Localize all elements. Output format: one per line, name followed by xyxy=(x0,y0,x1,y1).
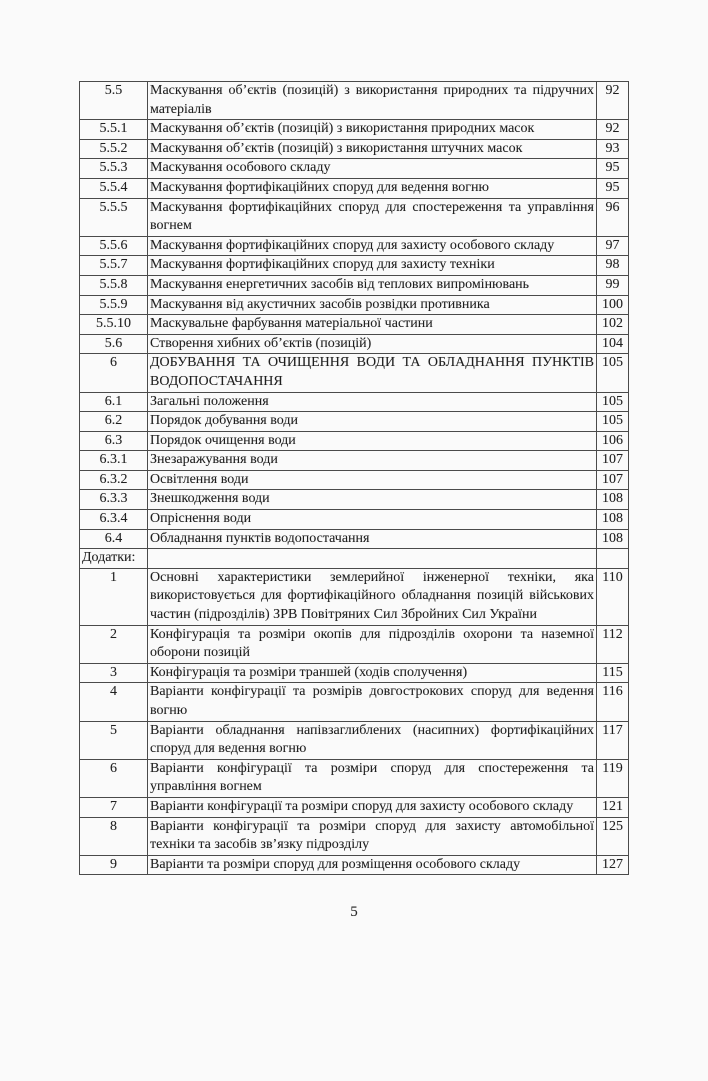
toc-cell-page: 95 xyxy=(597,178,629,198)
toc-cell-num: 3 xyxy=(80,663,148,683)
toc-cell-page xyxy=(597,549,629,569)
table-row xyxy=(80,334,629,354)
toc-cell-title: Маскувальне фарбування матеріальної частини xyxy=(148,315,597,335)
toc-cell-num: 8 xyxy=(80,817,148,855)
table-row xyxy=(80,236,629,256)
toc-cell-title: Освітлення води xyxy=(148,470,597,490)
toc-cell-page: 105 xyxy=(597,392,629,412)
table-row xyxy=(80,451,629,471)
toc-cell-num: 5.5.6 xyxy=(80,236,148,256)
toc-cell-num: 6.3.2 xyxy=(80,470,148,490)
toc-cell-num: 5.5.1 xyxy=(80,120,148,140)
table-row xyxy=(80,568,629,625)
toc-cell-page: 97 xyxy=(597,236,629,256)
toc-cell-page: 117 xyxy=(597,721,629,759)
table-row xyxy=(80,392,629,412)
toc-cell-num: Додатки: xyxy=(80,549,148,569)
table-row xyxy=(80,721,629,759)
toc-cell-title: Маскування фортифікаційних споруд для захисту техніки xyxy=(148,256,597,276)
table-row xyxy=(80,625,629,663)
toc-cell-title: Опріснення води xyxy=(148,510,597,530)
toc-cell-title: Варіанти конфігурації та розміри споруд для захисту особового складу xyxy=(148,797,597,817)
toc-cell-num: 5.5.10 xyxy=(80,315,148,335)
toc-cell-title: Варіанти обладнання напівзаглиблених (насипних) фортифікаційних споруд для ведення вогню xyxy=(148,721,597,759)
toc-table-body xyxy=(80,82,629,875)
toc-cell-num: 5.5.8 xyxy=(80,275,148,295)
table-row xyxy=(80,295,629,315)
toc-cell-title: Основні характеристики землерийної інженерної техніки, яка використовується для фортифікаційного обладнання позицій військових частин (підрозділів) ЗРВ Повітряних Сил Збройних Сил України xyxy=(148,568,597,625)
toc-cell-num: 5.5.2 xyxy=(80,139,148,159)
table-row xyxy=(80,159,629,179)
toc-cell-num: 5.5.3 xyxy=(80,159,148,179)
toc-cell-num: 5.5.5 xyxy=(80,198,148,236)
table-row xyxy=(80,683,629,721)
toc-cell-title: Маскування особового складу xyxy=(148,159,597,179)
table-row xyxy=(80,529,629,549)
toc-cell-num: 6.3.1 xyxy=(80,451,148,471)
table-row xyxy=(80,178,629,198)
toc-cell-num: 1 xyxy=(80,568,148,625)
toc-cell-page: 96 xyxy=(597,198,629,236)
toc-cell-page: 105 xyxy=(597,412,629,432)
toc-cell-page: 92 xyxy=(597,120,629,140)
toc-cell-page: 116 xyxy=(597,683,629,721)
table-row xyxy=(80,120,629,140)
toc-cell-page: 112 xyxy=(597,625,629,663)
toc-cell-title: Знезаражування води xyxy=(148,451,597,471)
table-row xyxy=(80,431,629,451)
table-row xyxy=(80,354,629,392)
toc-cell-num: 6.2 xyxy=(80,412,148,432)
toc-cell-num: 5.5.9 xyxy=(80,295,148,315)
toc-cell-page: 106 xyxy=(597,431,629,451)
toc-cell-title: Маскування фортифікаційних споруд для ведення вогню xyxy=(148,178,597,198)
toc-cell-num: 6.3.3 xyxy=(80,490,148,510)
toc-cell-num: 5.5 xyxy=(80,82,148,120)
toc-cell-title: Варіанти конфігурації та розміри споруд для захисту автомобільної техніки та засобів зв’язку підрозділу xyxy=(148,817,597,855)
toc-cell-page: 115 xyxy=(597,663,629,683)
table-row xyxy=(80,82,629,120)
toc-cell-page: 95 xyxy=(597,159,629,179)
toc-cell-title: Маскування фортифікаційних споруд для захисту особового складу xyxy=(148,236,597,256)
toc-cell-num: 5.5.7 xyxy=(80,256,148,276)
toc-cell-page: 107 xyxy=(597,451,629,471)
toc-cell-num: 6 xyxy=(80,759,148,797)
table-row xyxy=(80,855,629,875)
toc-cell-title xyxy=(148,549,597,569)
toc-cell-title: ДОБУВАННЯ ТА ОЧИЩЕННЯ ВОДИ ТА ОБЛАДНАННЯ ПУНКТІВ ВОДОПОСТАЧАННЯ xyxy=(148,354,597,392)
table-row xyxy=(80,275,629,295)
toc-cell-title: Маскування фортифікаційних споруд для спостереження та управління вогнем xyxy=(148,198,597,236)
toc-cell-num: 2 xyxy=(80,625,148,663)
table-row xyxy=(80,817,629,855)
toc-cell-title: Варіанти та розміри споруд для розміщення особового складу xyxy=(148,855,597,875)
toc-cell-page: 99 xyxy=(597,275,629,295)
toc-cell-page: 121 xyxy=(597,797,629,817)
toc-cell-page: 108 xyxy=(597,529,629,549)
table-row xyxy=(80,759,629,797)
table-row xyxy=(80,256,629,276)
toc-cell-title: Порядок очищення води xyxy=(148,431,597,451)
scanned-document-body xyxy=(0,81,708,1081)
toc-cell-title: Маскування об’єктів (позицій) з використання природних та підручних матеріалів xyxy=(148,82,597,120)
toc-cell-num: 7 xyxy=(80,797,148,817)
table-row xyxy=(80,663,629,683)
toc-table xyxy=(79,81,629,875)
page-number: 5 xyxy=(350,904,358,921)
toc-cell-num: 9 xyxy=(80,855,148,875)
toc-cell-title: Маскування від акустичних засобів розвідки противника xyxy=(148,295,597,315)
toc-cell-num: 5 xyxy=(80,721,148,759)
table-row xyxy=(80,470,629,490)
table-row xyxy=(80,549,629,569)
toc-cell-title: Знешкодження води xyxy=(148,490,597,510)
toc-cell-page: 104 xyxy=(597,334,629,354)
table-row xyxy=(80,412,629,432)
toc-cell-page: 108 xyxy=(597,490,629,510)
document-page xyxy=(0,81,708,1081)
toc-cell-num: 6.4 xyxy=(80,529,148,549)
toc-cell-title: Варіанти конфігурації та розміри споруд для спостереження та управління вогнем xyxy=(148,759,597,797)
table-row xyxy=(80,510,629,530)
toc-cell-title: Створення хибних об’єктів (позицій) xyxy=(148,334,597,354)
toc-cell-title: Маскування енергетичних засобів від теплових випромінювань xyxy=(148,275,597,295)
toc-cell-title: Варіанти конфігурації та розмірів довгострокових споруд для ведення вогню xyxy=(148,683,597,721)
table-row xyxy=(80,139,629,159)
toc-cell-num: 5.6 xyxy=(80,334,148,354)
table-row xyxy=(80,797,629,817)
toc-cell-num: 5.5.4 xyxy=(80,178,148,198)
toc-cell-page: 93 xyxy=(597,139,629,159)
toc-cell-title: Обладнання пунктів водопостачання xyxy=(148,529,597,549)
toc-cell-num: 6.3.4 xyxy=(80,510,148,530)
toc-cell-page: 105 xyxy=(597,354,629,392)
table-row xyxy=(80,198,629,236)
toc-cell-title: Конфігурація та розміри траншей (ходів сполучення) xyxy=(148,663,597,683)
toc-cell-title: Конфігурація та розміри окопів для підрозділів охорони та наземної оборони позицій xyxy=(148,625,597,663)
toc-cell-page: 127 xyxy=(597,855,629,875)
toc-cell-page: 110 xyxy=(597,568,629,625)
toc-cell-page: 100 xyxy=(597,295,629,315)
toc-cell-title: Загальні положення xyxy=(148,392,597,412)
toc-cell-page: 119 xyxy=(597,759,629,797)
toc-cell-page: 98 xyxy=(597,256,629,276)
toc-cell-page: 92 xyxy=(597,82,629,120)
toc-cell-num: 6 xyxy=(80,354,148,392)
toc-cell-num: 6.1 xyxy=(80,392,148,412)
toc-cell-title: Маскування об’єктів (позицій) з використання природних масок xyxy=(148,120,597,140)
toc-cell-title: Маскування об’єктів (позицій) з використання штучних масок xyxy=(148,139,597,159)
toc-cell-num: 4 xyxy=(80,683,148,721)
toc-cell-page: 107 xyxy=(597,470,629,490)
toc-cell-page: 108 xyxy=(597,510,629,530)
table-row xyxy=(80,490,629,510)
toc-cell-page: 125 xyxy=(597,817,629,855)
toc-cell-page: 102 xyxy=(597,315,629,335)
toc-cell-title: Порядок добування води xyxy=(148,412,597,432)
toc-cell-num: 6.3 xyxy=(80,431,148,451)
table-row xyxy=(80,315,629,335)
